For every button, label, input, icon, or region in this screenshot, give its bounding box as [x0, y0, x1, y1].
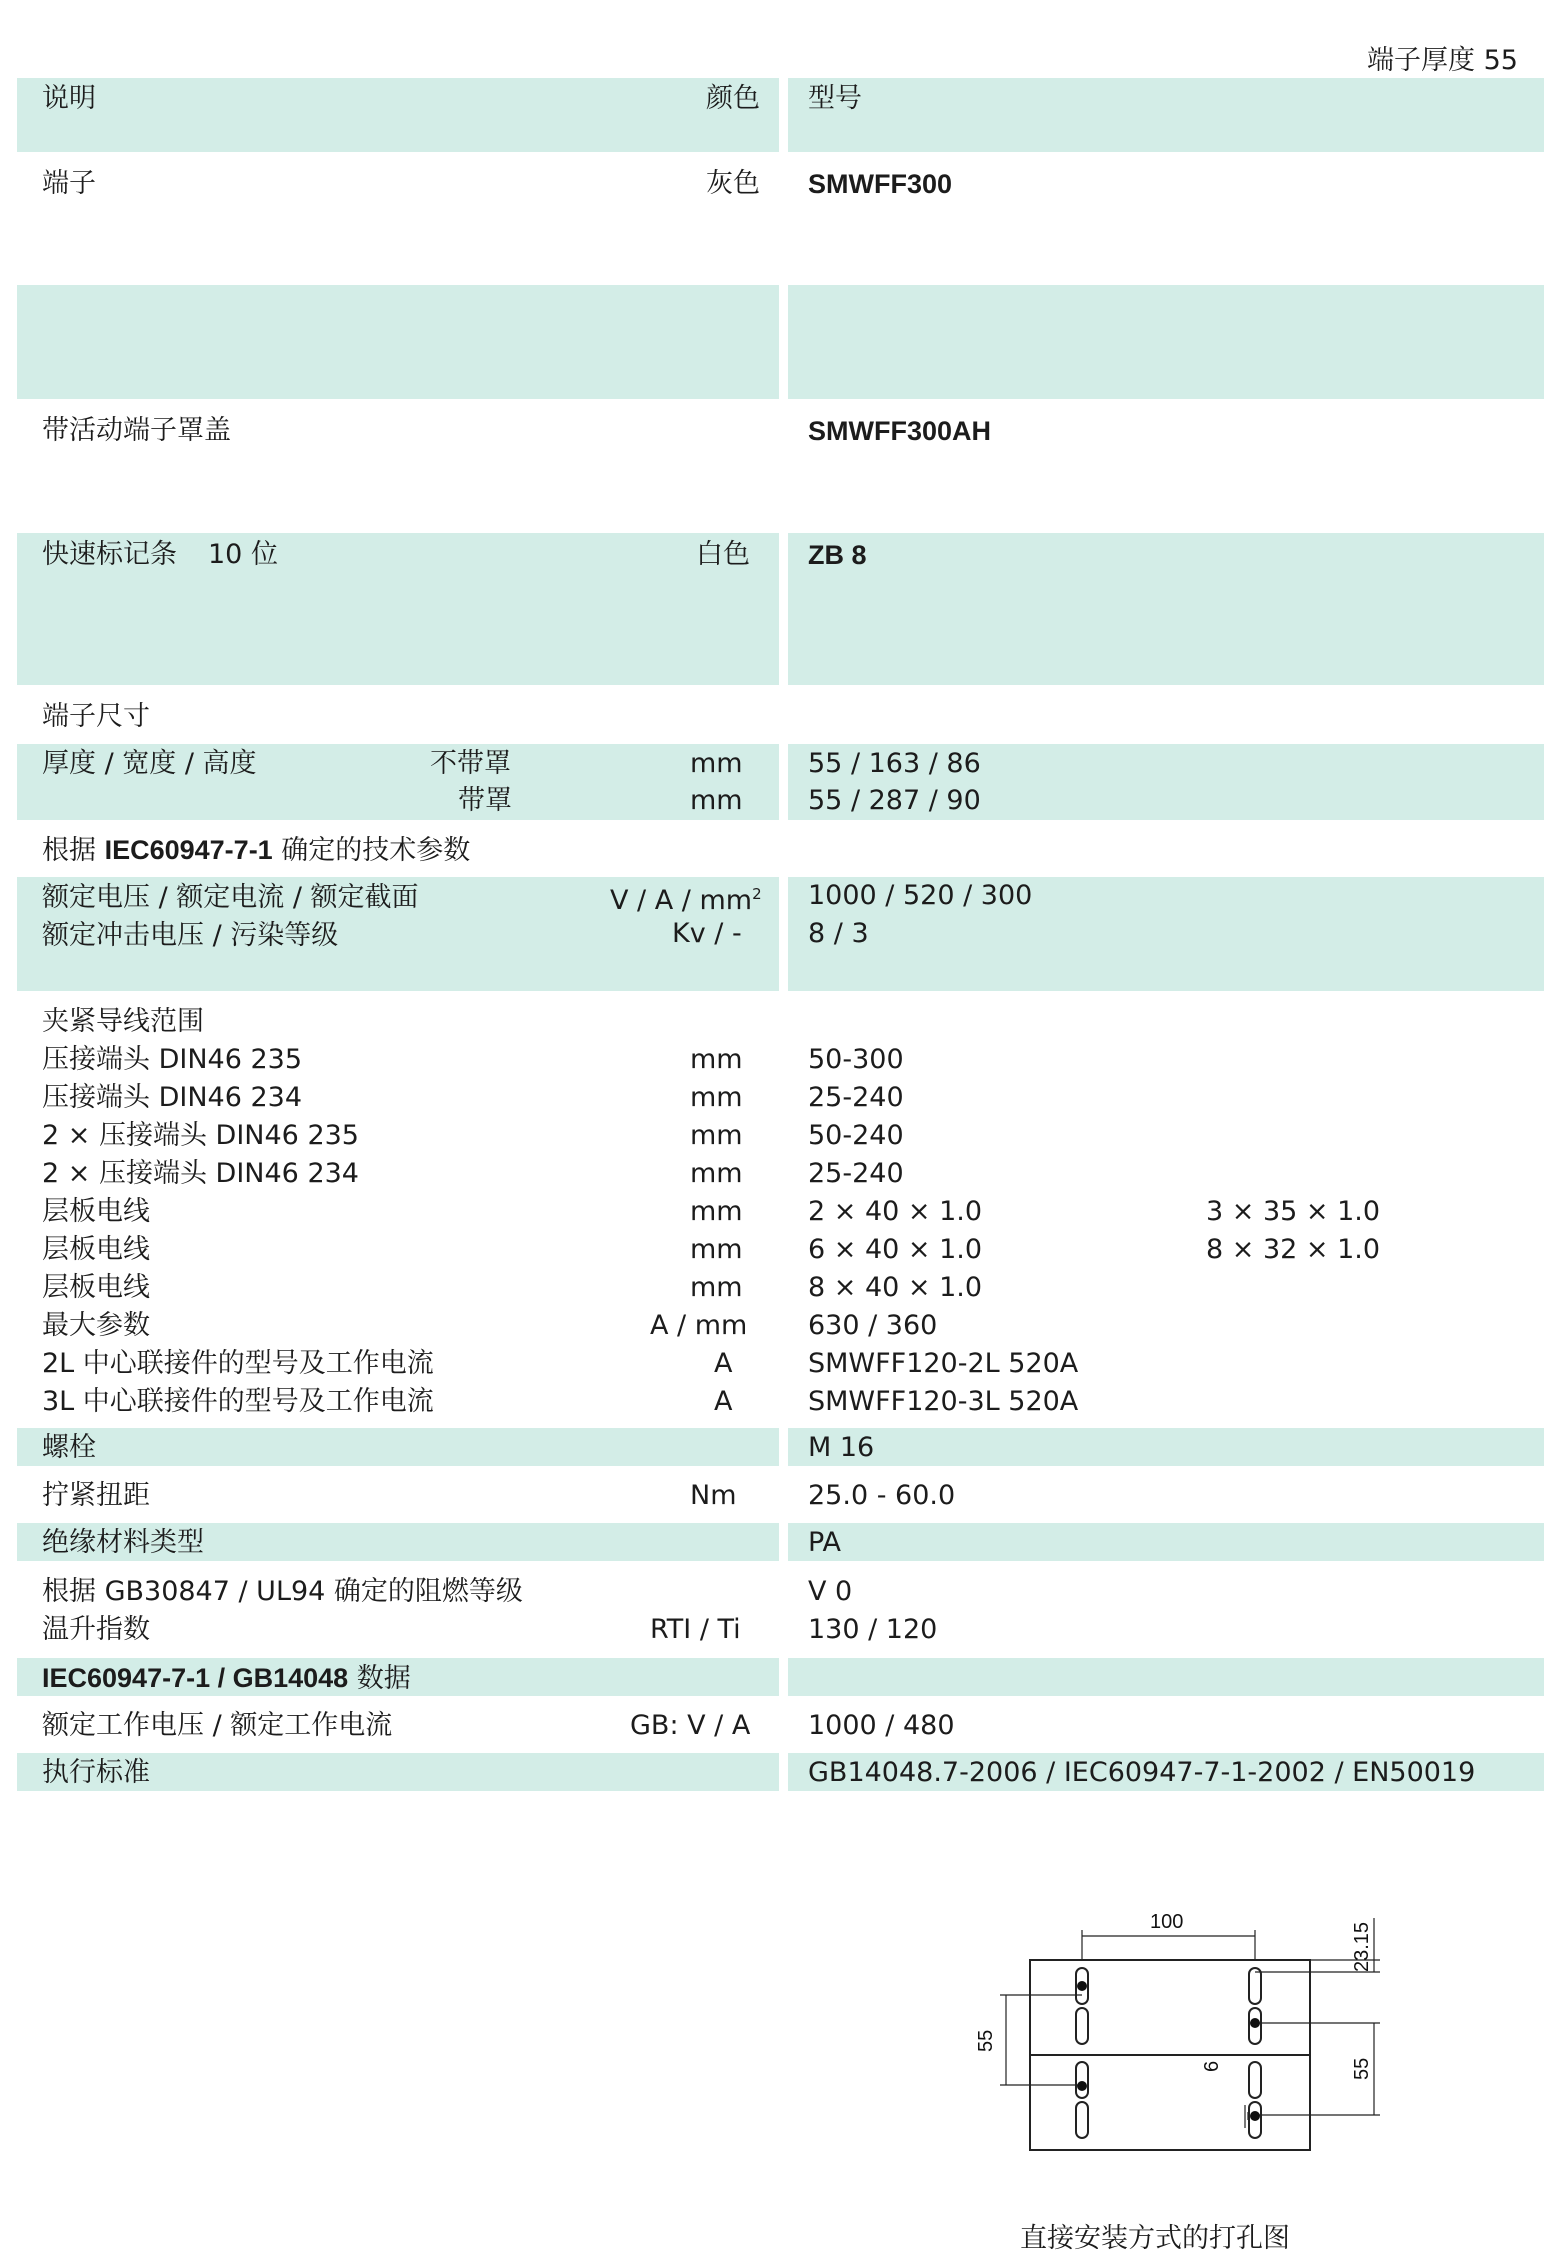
clamping-row-value: 2 × 40 × 1.0 — [808, 1196, 983, 1227]
gb-title-standard: IEC60947-7-1 / GB14048 — [42, 1663, 349, 1693]
tech-title-suffix: 确定的技术参数 — [281, 835, 471, 866]
torque-label: 拧紧扭距 — [42, 1480, 150, 1511]
torque-unit: Nm — [690, 1480, 737, 1511]
flame-label: 根据 GB30847 / UL94 确定的阻燃等级 — [42, 1576, 523, 1607]
clamping-row-label: 最大参数 — [42, 1310, 150, 1341]
dimensions-label: 厚度 / 宽度 / 高度 — [42, 748, 257, 779]
header-model: 型号 — [808, 83, 862, 114]
clamping-row-label: 2L 中心联接件的型号及工作电流 — [42, 1348, 434, 1379]
clamping-row-unit: mm — [690, 1234, 743, 1265]
band-bolt-left — [17, 1428, 779, 1466]
dim-width-label: 100 — [1150, 1911, 1184, 1933]
rated-label: 额定电压 / 额定电流 / 额定截面 — [42, 882, 419, 913]
marker-model: ZB 8 — [808, 540, 867, 570]
clamping-row-unit: A — [714, 1386, 733, 1417]
clamping-row-label: 2 × 压接端头 DIN46 235 — [42, 1120, 359, 1151]
product-model: SMWFF300 — [808, 169, 953, 199]
clamping-row-value: 630 / 360 — [808, 1310, 938, 1341]
dimensions-with-cover: 带罩 — [458, 785, 512, 816]
rated-value: 1000 / 520 / 300 — [808, 880, 1033, 911]
impulse-unit: Kv / - — [672, 918, 742, 949]
clamping-row-value-alt: 8 × 32 × 1.0 — [1206, 1234, 1381, 1265]
bolt-label: 螺栓 — [42, 1432, 96, 1463]
clamping-row-value: 50-240 — [808, 1120, 904, 1151]
clamping-row-unit: A / mm — [650, 1310, 748, 1341]
clamping-row-label: 2 × 压接端头 DIN46 234 — [42, 1158, 359, 1189]
band-insulation-right — [788, 1523, 1544, 1561]
tech-title-standard: IEC60947-7-1 — [104, 835, 273, 865]
dim-left-label: 55 — [975, 2029, 997, 2052]
rated-unit — [610, 876, 762, 919]
rated-unit-superscript: 2 — [752, 885, 762, 903]
working-value: 1000 / 480 — [808, 1710, 955, 1741]
flame-value: V 0 — [808, 1576, 853, 1607]
standard-value: GB14048.7-2006 / IEC60947-7-1-2002 / EN50019 — [808, 1757, 1476, 1788]
clamping-title: 夹紧导线范围 — [42, 1006, 204, 1037]
band-empty-right — [788, 285, 1544, 399]
dim-right-label: 55 — [1351, 2057, 1373, 2080]
dimensions-title: 端子尺寸 — [42, 701, 150, 732]
rated-unit-text: V / A / mm — [610, 885, 753, 916]
band-header-left — [17, 78, 779, 152]
temp-label: 温升指数 — [42, 1614, 150, 1645]
header-color: 颜色 — [706, 83, 760, 114]
dimensions-unit: mm — [690, 748, 743, 779]
cover-name: 带活动端子罩盖 — [42, 415, 231, 446]
insulation-label: 绝缘材料类型 — [42, 1527, 204, 1558]
clamping-row-unit: mm — [690, 1196, 743, 1227]
header-description: 说明 — [42, 83, 96, 114]
insulation-value: PA — [808, 1527, 842, 1558]
impulse-value: 8 / 3 — [808, 918, 869, 949]
clamping-row-value: SMWFF120-2L 520A — [808, 1348, 1079, 1379]
dim-slot-label: 6 — [1201, 2060, 1223, 2072]
gb-title-suffix: 数据 — [356, 1663, 411, 1694]
clamping-row-value: 25-240 — [808, 1082, 904, 1113]
clamping-row-value: 25-240 — [808, 1158, 904, 1189]
clamping-row-value: 50-300 — [808, 1044, 904, 1075]
band-marker-right — [788, 533, 1544, 685]
dimensions-with-cover-value: 55 / 287 / 90 — [808, 785, 981, 816]
clamping-row-label: 压接端头 DIN46 234 — [42, 1082, 303, 1113]
clamping-row-label: 层板电线 — [42, 1196, 150, 1227]
clamping-row-label: 3L 中心联接件的型号及工作电流 — [42, 1386, 434, 1417]
clamping-row-label: 压接端头 DIN46 235 — [42, 1044, 303, 1075]
dim-top-label: 23.15 — [1351, 1921, 1373, 1972]
clamping-row-unit: mm — [690, 1272, 743, 1303]
temp-value: 130 / 120 — [808, 1614, 938, 1645]
clamping-row-unit: A — [714, 1348, 733, 1379]
standard-label: 执行标准 — [42, 1757, 150, 1788]
impulse-label: 额定冲击电压 / 污染等级 — [42, 920, 339, 951]
clamping-row-value: 8 × 40 × 1.0 — [808, 1272, 983, 1303]
working-label: 额定工作电压 / 额定工作电流 — [42, 1710, 393, 1741]
marker-positions: 10 位 — [208, 539, 278, 570]
bolt-value: M 16 — [808, 1432, 875, 1463]
clamping-row-unit: mm — [690, 1120, 743, 1151]
product-color: 灰色 — [706, 168, 760, 199]
page-label: 端子厚度 55 — [1367, 45, 1518, 76]
band-header-right — [788, 78, 1544, 152]
drawing-caption: 直接安装方式的打孔图 — [1020, 2223, 1290, 2254]
clamping-row-unit: mm — [690, 1044, 743, 1075]
band-bolt-right — [788, 1428, 1544, 1466]
clamping-row-value-alt: 3 × 35 × 1.0 — [1206, 1196, 1381, 1227]
dimensions-no-cover: 不带罩 — [430, 748, 511, 779]
marker-color: 白色 — [696, 539, 750, 570]
gb-title — [42, 1660, 411, 1697]
working-unit: GB: V / A — [630, 1710, 751, 1741]
clamping-row-unit: mm — [690, 1158, 743, 1189]
band-gb-right — [788, 1658, 1544, 1696]
dimensions-unit: mm — [690, 785, 743, 816]
clamping-row-label: 层板电线 — [42, 1234, 150, 1265]
temp-unit: RTI / Ti — [650, 1614, 741, 1645]
clamping-row-unit: mm — [690, 1082, 743, 1113]
cover-model: SMWFF300AH — [808, 416, 992, 446]
clamping-row-label: 层板电线 — [42, 1272, 150, 1303]
band-empty-left — [17, 285, 779, 399]
marker-name: 快速标记条 — [42, 539, 177, 570]
torque-value: 25.0 - 60.0 — [808, 1480, 956, 1511]
drilling-diagram — [960, 1900, 1380, 2200]
tech-title — [42, 832, 470, 869]
product-name: 端子 — [42, 168, 96, 199]
tech-title-prefix: 根据 — [42, 835, 96, 866]
dimensions-no-cover-value: 55 / 163 / 86 — [808, 748, 981, 779]
clamping-row-value: SMWFF120-3L 520A — [808, 1386, 1079, 1417]
clamping-row-value: 6 × 40 × 1.0 — [808, 1234, 983, 1265]
